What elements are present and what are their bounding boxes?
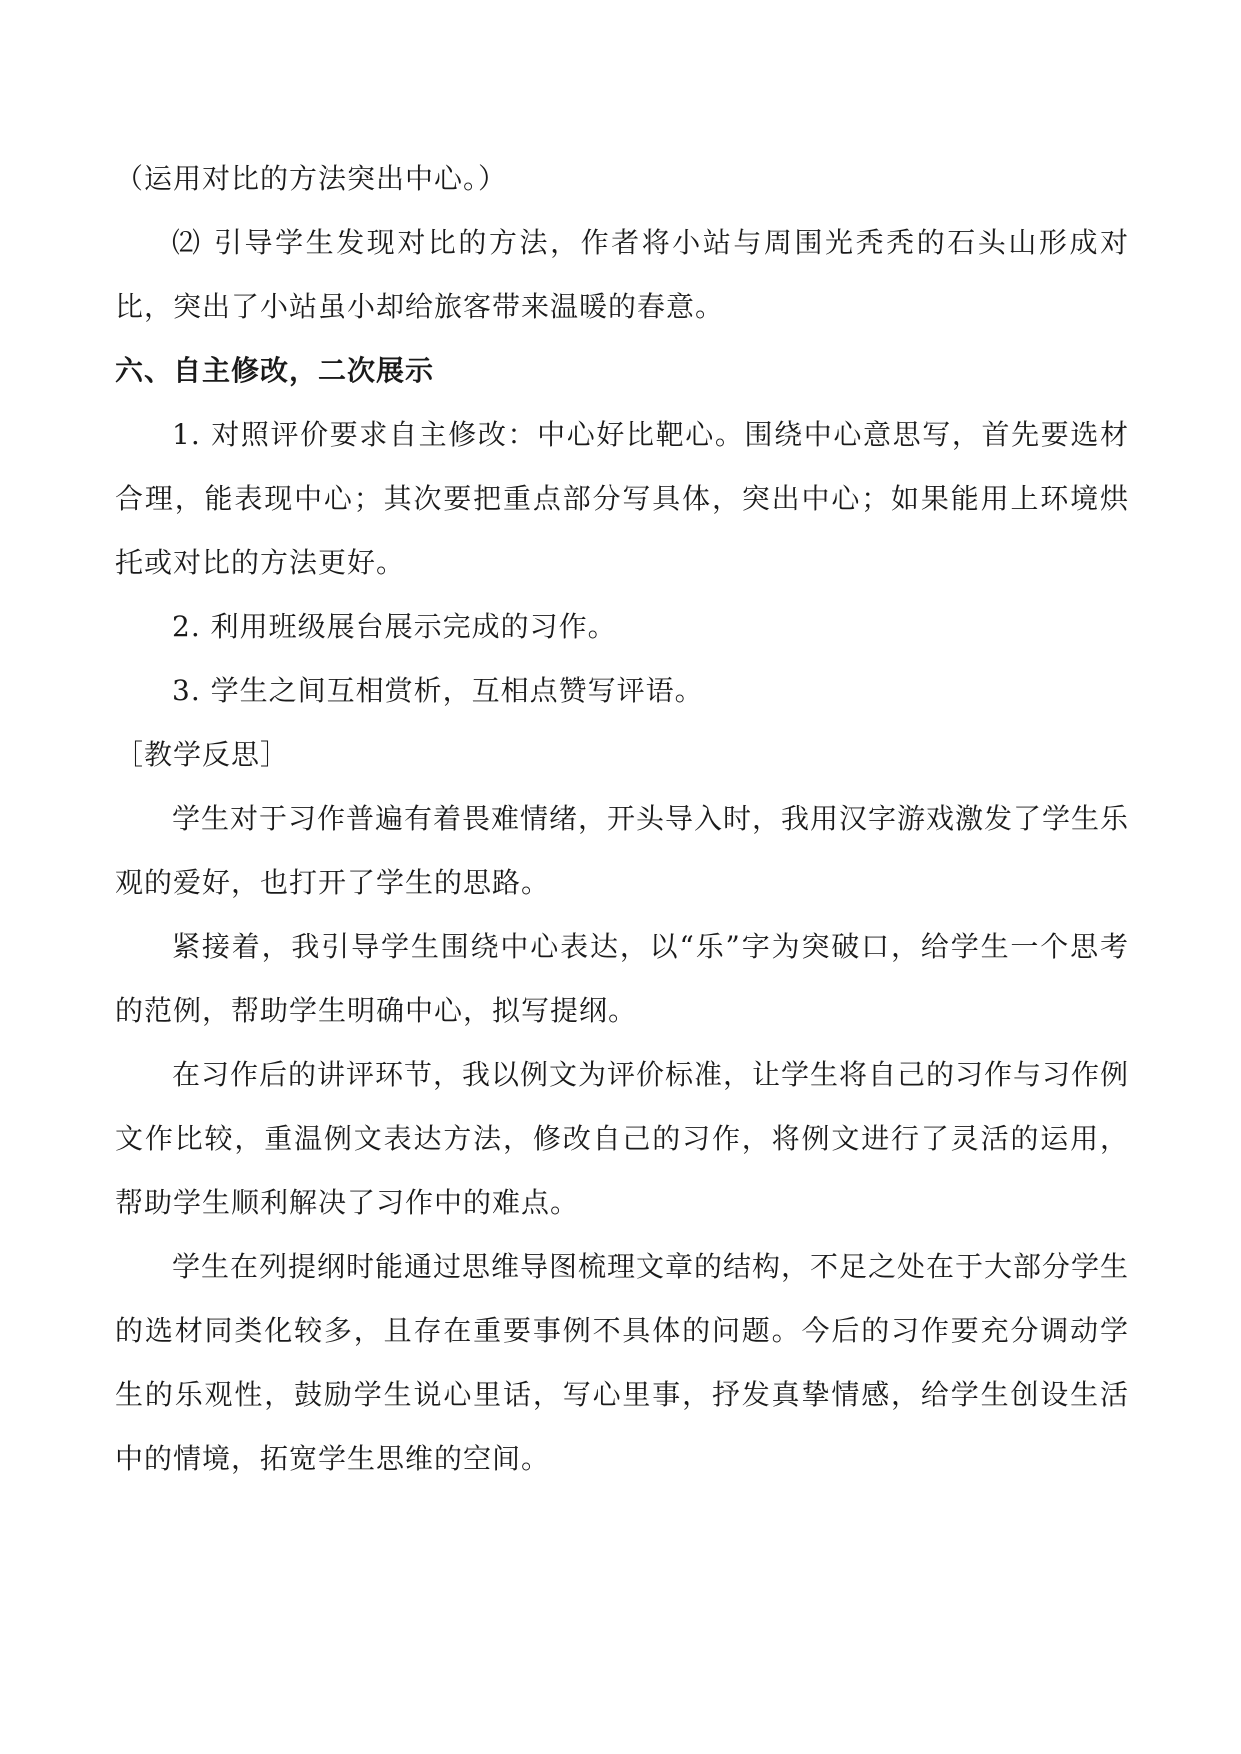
paragraph-reflection-3: 在习作后的讲评环节，我以例文为评价标准，让学生将自己的习作与习作例文作比较，重温例文表达方法，修改自己的习作，将例文进行了灵活的运用，帮助学生顺利解决了习作中的难点。	[115, 1058, 1130, 1219]
paragraph-contrast-note: （运用对比的方法突出中心。）	[115, 162, 508, 195]
paragraph-reflection-1: 学生对于习作普遍有着畏难情绪，开头导入时，我用汉字游戏激发了学生乐观的爱好，也打开了学生的思路。	[115, 802, 1130, 899]
paragraph-step-2: 2. 利用班级展台展示完成的习作。	[172, 610, 617, 643]
paragraph-step-3: 3. 学生之间互相赏析，互相点赞写评语。	[172, 674, 704, 707]
paragraph-guide-contrast: ⑵ 引导学生发现对比的方法，作者将小站与周围光秃秃的石头山形成对比，突出了小站虽小却给旅客带来温暖的春意。	[115, 226, 1129, 323]
paragraph-step-1: 1. 对照评价要求自主修改：中心好比靶心。围绕中心意思写，首先要选材合理，能表现中心；其次要把重点部分写具体，突出中心；如果能用上环境烘托或对比的方法更好。	[115, 418, 1129, 579]
heading-section-six: 六、自主修改，二次展示	[115, 354, 435, 387]
paragraph-reflection-2: 紧接着，我引导学生围绕中心表达，以“乐”字为突破口，给学生一个思考的范例，帮助学生明确中心，拟写提纲。	[115, 930, 1129, 1027]
section-title-reflection: ［教学反思］	[115, 738, 290, 771]
paragraph-reflection-4: 学生在列提纲时能通过思维导图梳理文章的结构，不足之处在于大部分学生的选材同类化较多，且存在重要事例不具体的问题。今后的习作要充分调动学生的乐观性，鼓励学生说心里话，写心里事，抒发真挚情感，给学生创设生活中的情境，拓宽学生思维的空间。	[115, 1250, 1130, 1475]
